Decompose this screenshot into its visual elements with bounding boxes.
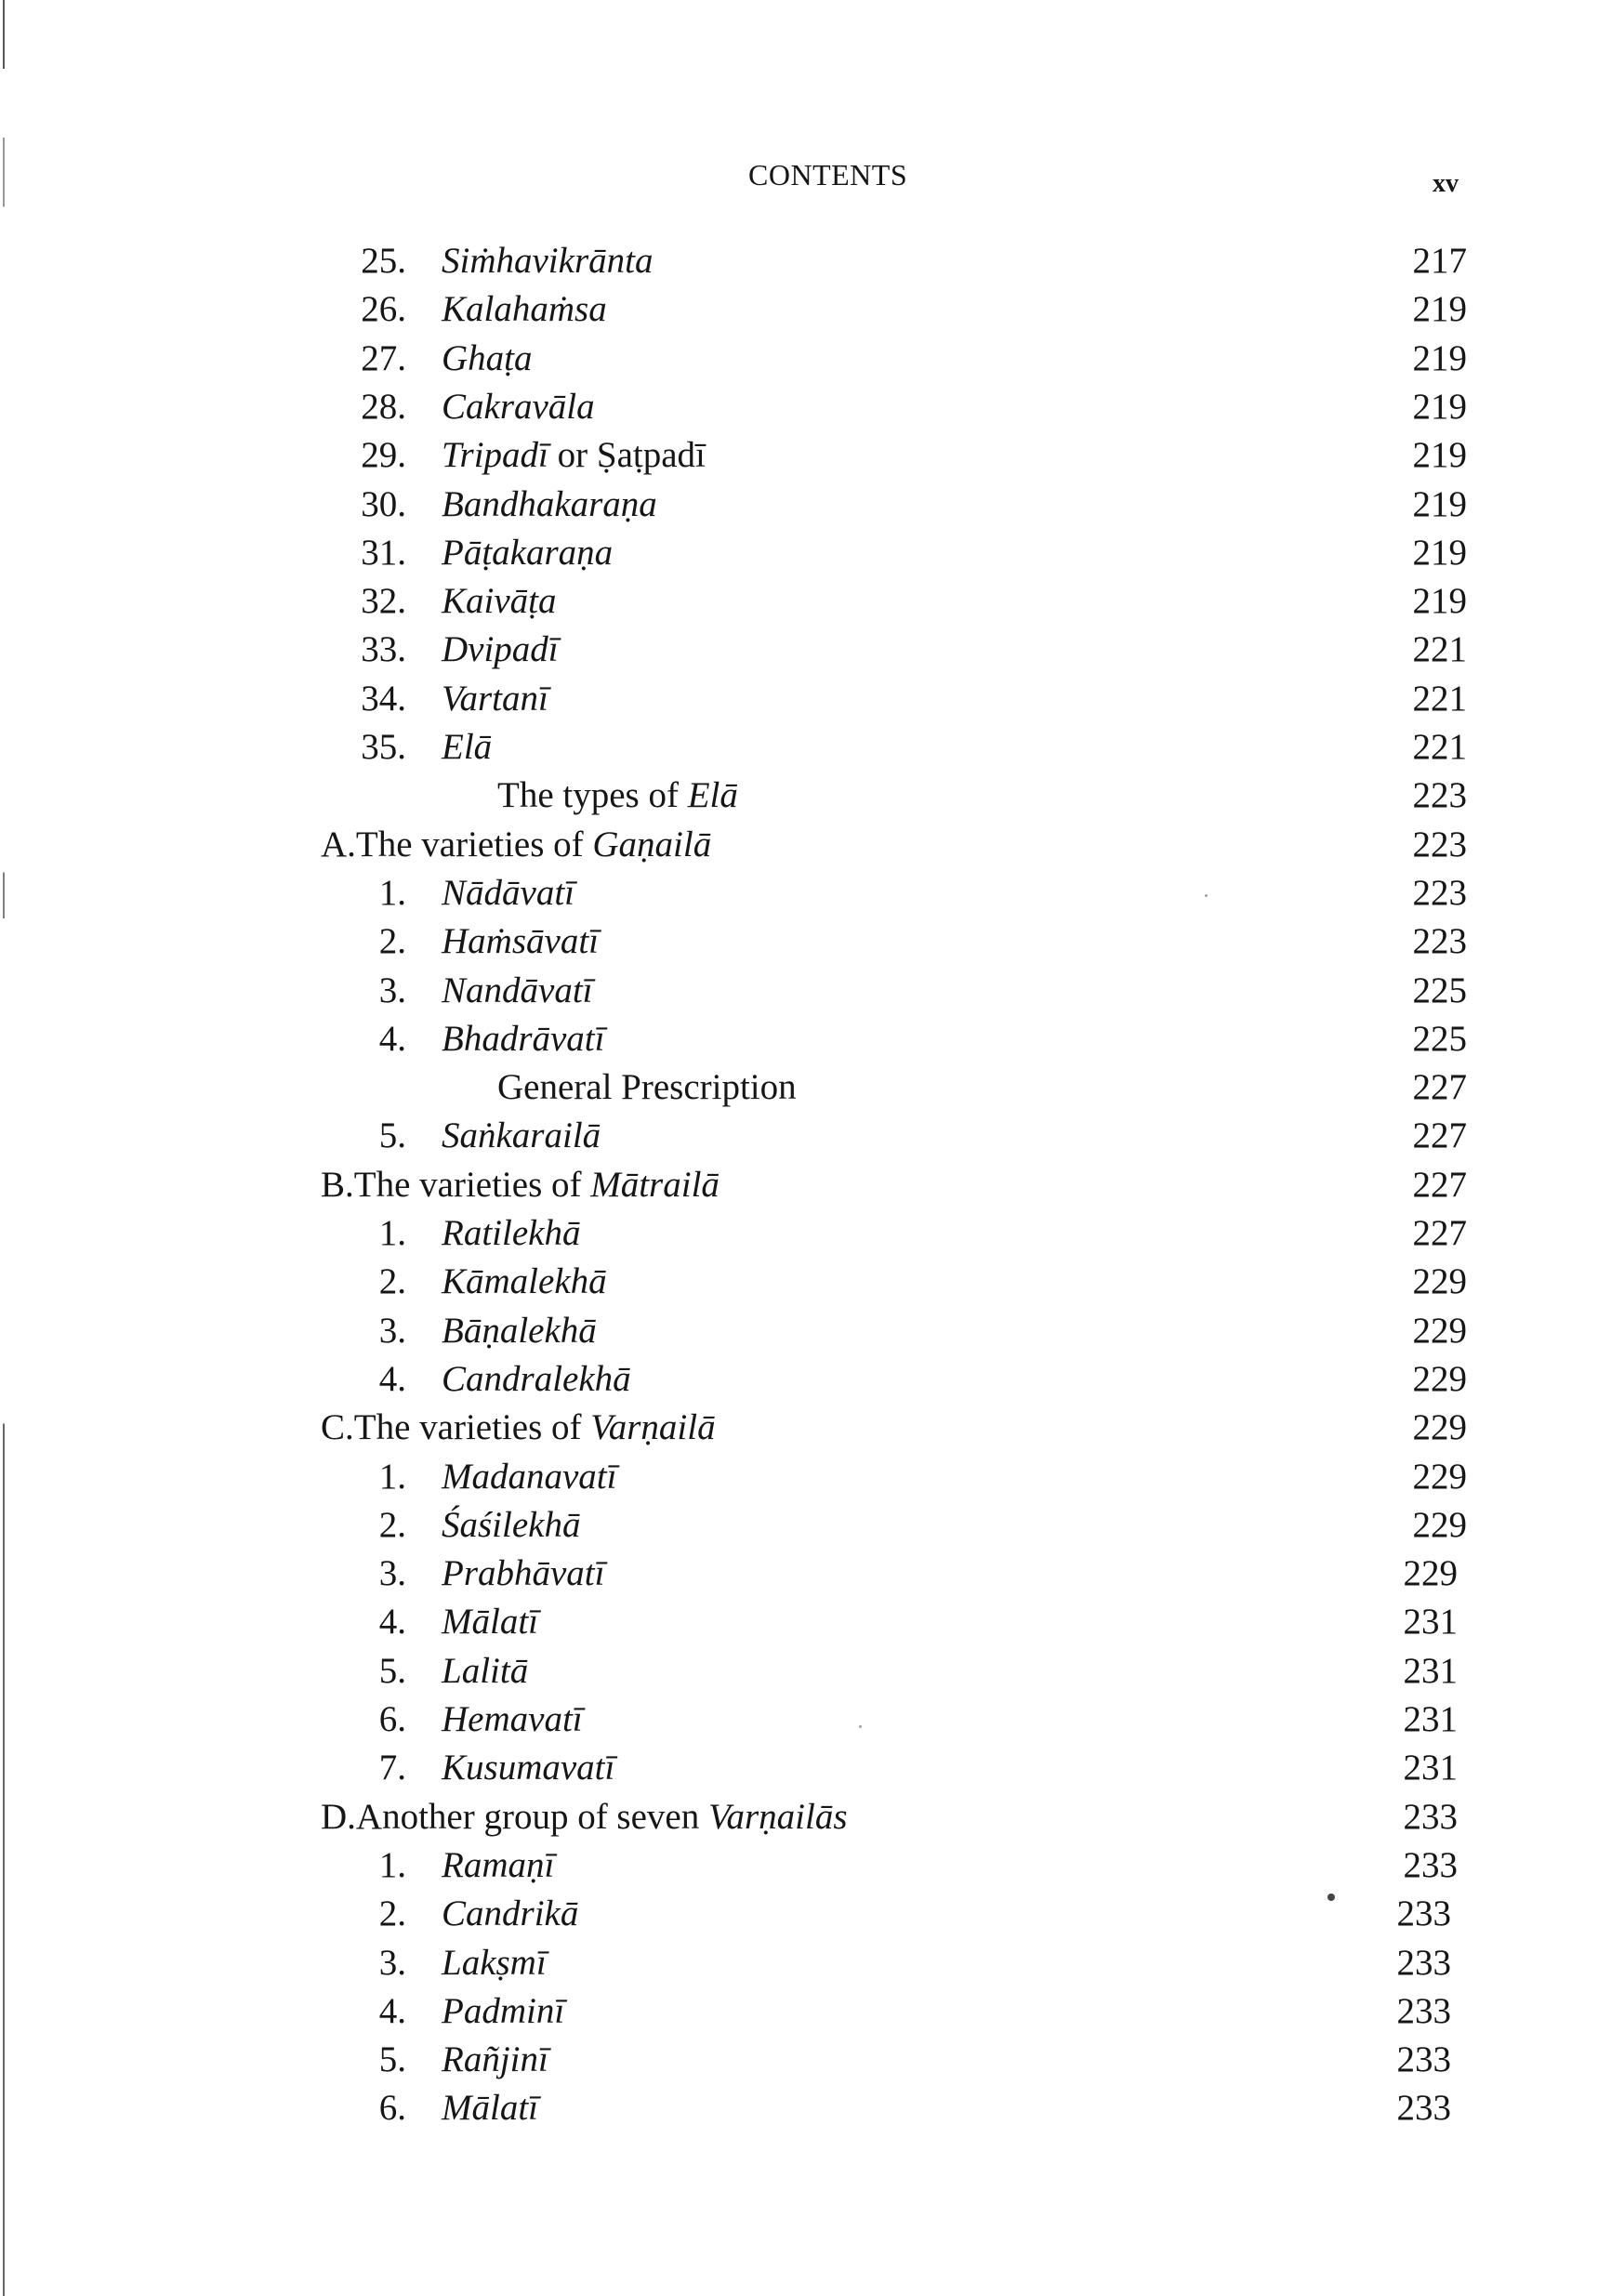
entry-page-number: 221 — [1412, 727, 1467, 767]
toc-group-heading — [0, 1793, 1611, 1841]
entry-title — [321, 1404, 716, 1452]
entry-number: 35. — [361, 727, 406, 767]
page-header — [0, 158, 1611, 205]
toc-entry — [0, 1744, 1611, 1792]
entry-title — [442, 1015, 604, 1063]
entry-title-italic: Elā — [687, 775, 738, 816]
entry-title-roman: General Prescription — [497, 1067, 797, 1108]
entry-title-roman: D.Another group of seven — [321, 1796, 708, 1837]
entry-number: 3. — [378, 1310, 406, 1351]
entry-title-italic: Candrikā — [442, 1894, 579, 1934]
entry-title-italic: Nādāvatī — [442, 872, 574, 913]
entry-title-italic: Siṁhavikrānta — [442, 241, 654, 281]
entry-page-number: 223 — [1412, 872, 1467, 913]
entry-title-italic: Saṅkarailā — [442, 1115, 601, 1156]
entry-title-italic: Śaśilekhā — [442, 1504, 581, 1545]
entry-title — [442, 2036, 548, 2084]
toc-entry — [0, 1453, 1611, 1501]
entry-title-italic: Kāmalekhā — [442, 1261, 607, 1302]
entry-page-number: 233 — [1396, 2039, 1451, 2080]
entry-title — [442, 917, 599, 966]
entry-title — [442, 1453, 616, 1501]
entry-number: 3. — [378, 1942, 406, 1983]
entry-title-italic: Padminī — [442, 1990, 565, 2031]
entry-page-number: 229 — [1412, 1504, 1467, 1545]
toc-group-heading — [0, 1161, 1611, 1209]
entry-page-number: 233 — [1396, 1942, 1451, 1983]
entry-number: 32. — [361, 581, 406, 622]
entry-page-number: 233 — [1396, 1990, 1451, 2031]
entry-page-number: 233 — [1403, 1844, 1458, 1885]
toc-entry — [0, 1258, 1611, 1306]
entry-page-number: 231 — [1403, 1602, 1458, 1643]
toc-entry — [0, 335, 1611, 383]
entry-title — [442, 675, 548, 723]
entry-number: 1. — [378, 1456, 406, 1497]
entry-number: 4. — [378, 1602, 406, 1643]
entry-title-italic: Varṇailā — [590, 1407, 716, 1448]
entry-title — [497, 772, 738, 820]
entry-title — [442, 285, 607, 334]
entry-title-italic: Mātrailā — [590, 1164, 720, 1205]
entry-title — [442, 2084, 538, 2132]
toc-entry — [0, 1987, 1611, 2036]
entry-title — [442, 1209, 580, 1258]
entry-title — [442, 1890, 578, 1938]
toc-entry — [0, 285, 1611, 334]
entry-page-number: 229 — [1412, 1456, 1467, 1497]
toc-entry — [0, 869, 1611, 917]
entry-page-number: 219 — [1412, 483, 1467, 524]
entry-title-italic: Pāṭakaraṇa — [442, 532, 614, 573]
entry-title — [442, 723, 492, 772]
toc-entry — [0, 917, 1611, 966]
entry-page-number: 221 — [1412, 629, 1467, 670]
entry-number: 4. — [378, 1358, 406, 1399]
entry-number: 1. — [378, 1844, 406, 1885]
entry-title-italic: Candralekhā — [442, 1358, 631, 1399]
entry-number: 29. — [361, 435, 406, 476]
entry-number: 34. — [361, 678, 406, 719]
entry-number: 1. — [378, 872, 406, 913]
entry-title — [442, 1501, 580, 1550]
entry-page-number: 219 — [1412, 581, 1467, 622]
entry-title — [321, 1161, 720, 1209]
toc-group-heading — [0, 821, 1611, 869]
entry-page-number: 219 — [1412, 435, 1467, 476]
entry-page-number: 229 — [1412, 1358, 1467, 1399]
toc-subheading — [0, 772, 1611, 820]
entry-number: 28. — [361, 386, 406, 427]
toc-entry — [0, 1696, 1611, 1744]
entry-page-number: 227 — [1412, 1213, 1467, 1253]
entry-page-number: 217 — [1412, 241, 1467, 281]
entry-title — [321, 821, 711, 869]
entry-page-number: 231 — [1403, 1699, 1458, 1739]
entry-title — [442, 1598, 538, 1646]
entry-title-italic: Bāṇalekhā — [442, 1310, 597, 1351]
toc-entry — [0, 1501, 1611, 1550]
entry-page-number: 219 — [1412, 532, 1467, 573]
entry-number: 2. — [378, 1261, 406, 1302]
entry-number: 2. — [378, 1894, 406, 1934]
entry-title-italic: Ratilekhā — [442, 1213, 581, 1253]
entry-title-italic: Ghaṭa — [442, 337, 533, 378]
entry-title-italic: Bhadrāvatī — [442, 1018, 605, 1059]
entry-title-roman: The types of — [497, 775, 688, 816]
toc-entry — [0, 1598, 1611, 1646]
running-head-title: CONTENTS — [748, 158, 908, 191]
entry-title-italic: Mālatī — [442, 1602, 538, 1643]
entry-title — [442, 626, 559, 674]
entry-page-number: 227 — [1412, 1115, 1467, 1156]
entry-number: 25. — [361, 241, 406, 281]
entry-title-italic: Bandhakaraṇa — [442, 483, 657, 524]
entry-title — [442, 1841, 554, 1890]
toc-entry — [0, 1307, 1611, 1355]
entry-title — [442, 1744, 614, 1792]
entry-page-number: 231 — [1403, 1650, 1458, 1691]
entry-page-number: 225 — [1412, 970, 1467, 1010]
entry-page-number: 229 — [1403, 1553, 1458, 1594]
entry-page-number: 219 — [1412, 337, 1467, 378]
entry-page-number: 223 — [1412, 921, 1467, 962]
toc-entry — [0, 529, 1611, 577]
entry-title — [442, 335, 533, 383]
entry-number: 30. — [361, 483, 406, 524]
entry-title — [442, 577, 557, 626]
entry-title-italic: Elā — [442, 727, 493, 767]
entry-number: 2. — [378, 1504, 406, 1545]
toc-entry — [0, 2084, 1611, 2132]
toc-entry — [0, 1209, 1611, 1258]
toc-entry — [0, 1550, 1611, 1598]
toc-entry — [0, 967, 1611, 1015]
toc-entry — [0, 577, 1611, 626]
entry-title — [442, 1307, 597, 1355]
toc-entry — [0, 481, 1611, 529]
entry-title-italic: Nandāvatī — [442, 970, 593, 1010]
entry-title-italic: Dvipadī — [442, 629, 559, 670]
entry-title — [442, 1987, 564, 2036]
entry-page-number: 227 — [1412, 1067, 1467, 1108]
toc-entry — [0, 626, 1611, 674]
entry-title-italic: Ramaṇī — [442, 1844, 555, 1885]
page-number: xv — [1433, 169, 1459, 198]
toc-entry — [0, 1890, 1611, 1938]
entry-title-roman: C.The varieties of — [321, 1407, 591, 1448]
entry-title-italic: Cakravāla — [442, 386, 595, 427]
entry-title-italic: Madanavatī — [442, 1456, 617, 1497]
entry-number: 5. — [378, 1115, 406, 1156]
entry-number: 6. — [378, 1699, 406, 1739]
entry-title-italic: Varṇailās — [707, 1796, 848, 1837]
entry-title — [442, 237, 653, 285]
toc-entry — [0, 1355, 1611, 1404]
entry-number: 5. — [378, 1650, 406, 1691]
entry-number: 3. — [378, 1553, 406, 1594]
entry-title-italic: Haṁsāvatī — [442, 921, 599, 962]
entry-title — [321, 1793, 848, 1841]
entry-number: 1. — [378, 1213, 406, 1253]
entry-title — [442, 383, 595, 431]
entry-number: 6. — [378, 2088, 406, 2129]
entry-number: 7. — [378, 1748, 406, 1788]
entry-title — [442, 481, 657, 529]
entry-title-roman: B.The varieties of — [321, 1164, 591, 1205]
entry-page-number: 233 — [1396, 1894, 1451, 1934]
entry-title — [442, 869, 574, 917]
toc-entry — [0, 1841, 1611, 1890]
entry-page-number: 219 — [1412, 386, 1467, 427]
entry-title-italic: Kalahaṁsa — [442, 289, 607, 330]
entry-number: 3. — [378, 970, 406, 1010]
toc-entry — [0, 383, 1611, 431]
entry-number: 4. — [378, 1990, 406, 2031]
entry-title — [442, 1647, 528, 1696]
entry-page-number: 225 — [1412, 1018, 1467, 1059]
entry-title-roman: A.The varieties of — [321, 824, 593, 864]
entry-number: 27. — [361, 337, 406, 378]
entry-page-number: 233 — [1403, 1796, 1458, 1837]
entry-title — [442, 1258, 607, 1306]
toc-entry — [0, 723, 1611, 772]
toc-subheading — [0, 1063, 1611, 1112]
entry-title — [442, 1696, 583, 1744]
entry-title-italic: Tripadī — [442, 435, 548, 476]
entry-number: 4. — [378, 1018, 406, 1059]
toc-entry — [0, 2036, 1611, 2084]
entry-title-italic: Prabhāvatī — [442, 1553, 605, 1594]
entry-title — [497, 1063, 797, 1112]
entry-title — [442, 431, 706, 480]
entry-title — [442, 1112, 601, 1160]
entry-number: 33. — [361, 629, 406, 670]
entry-number: 2. — [378, 921, 406, 962]
entry-title-italic: Kusumavatī — [442, 1748, 615, 1788]
entry-number: 31. — [361, 532, 406, 573]
entry-title — [442, 529, 613, 577]
entry-number: 5. — [378, 2039, 406, 2080]
entry-title-italic: Hemavatī — [442, 1699, 583, 1739]
toc-entry — [0, 1939, 1611, 1987]
entry-title-italic: Vartanī — [442, 678, 548, 719]
toc-entry — [0, 1647, 1611, 1696]
toc-entry — [0, 237, 1611, 285]
entry-title — [442, 1939, 547, 1987]
entry-title-italic: Kaivāṭa — [442, 581, 557, 622]
entry-title-italic: Mālatī — [442, 2088, 538, 2129]
entry-title-italic: Lalitā — [442, 1650, 529, 1691]
toc-entry — [0, 1112, 1611, 1160]
entry-page-number: 229 — [1412, 1407, 1467, 1448]
entry-page-number: 223 — [1412, 775, 1467, 816]
entry-page-number: 229 — [1412, 1310, 1467, 1351]
entry-page-number: 221 — [1412, 678, 1467, 719]
entry-page-number: 229 — [1412, 1261, 1467, 1302]
entry-number: 26. — [361, 289, 406, 330]
entry-title-italic: Gaṇailā — [592, 824, 712, 864]
entry-title — [442, 967, 593, 1015]
entry-title — [442, 1550, 604, 1598]
entry-page-number: 227 — [1412, 1164, 1467, 1205]
entry-title-italic: Rañjinī — [442, 2039, 548, 2080]
entry-page-number: 231 — [1403, 1748, 1458, 1788]
toc-entry — [0, 1015, 1611, 1063]
entry-page-number: 233 — [1396, 2088, 1451, 2129]
entry-page-number: 219 — [1412, 289, 1467, 330]
toc-group-heading — [0, 1404, 1611, 1452]
toc-entry — [0, 431, 1611, 480]
entry-title — [442, 1355, 631, 1404]
toc-entry — [0, 675, 1611, 723]
entry-title-suffix: or Ṣaṭpadī — [548, 435, 706, 476]
entry-title-italic: Lakṣmī — [442, 1942, 547, 1983]
entry-page-number: 223 — [1412, 824, 1467, 864]
